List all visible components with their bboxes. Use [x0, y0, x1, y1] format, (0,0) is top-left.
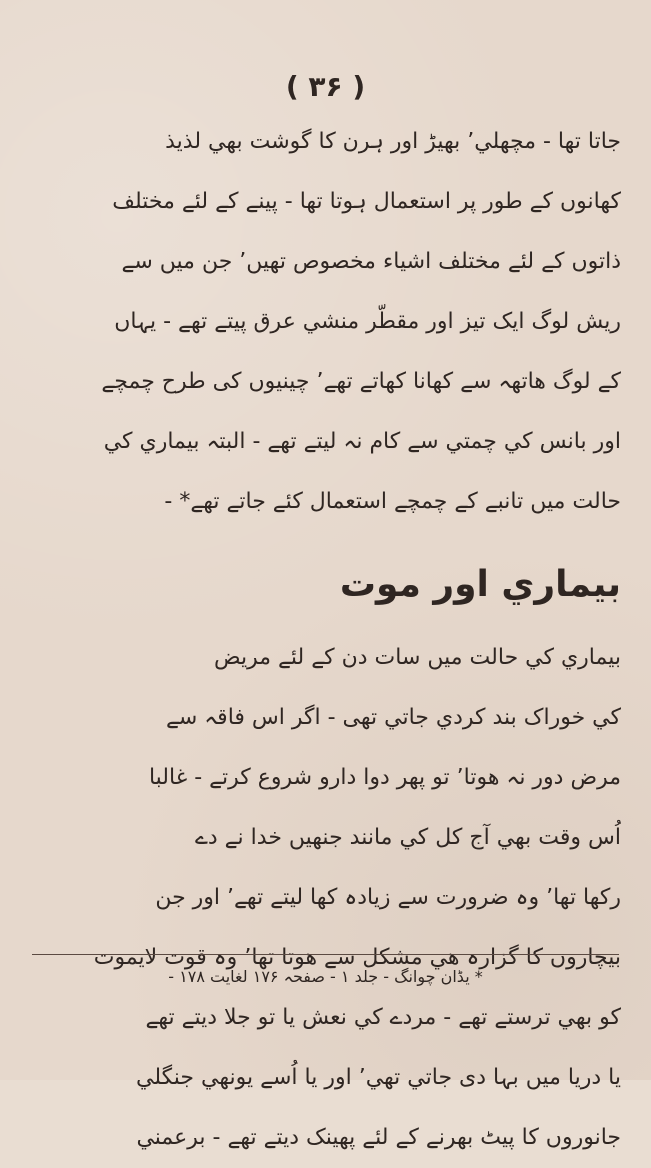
paragraph-2-line: بیماري کي حالت میں سات دن کے لئے مریض	[214, 645, 621, 670]
paragraph-1-line: ریش لوگ ایک تیز اور مقطّر منشي عرق پیتے تھے - یہاں	[114, 309, 621, 334]
paragraph-1-line: کے لوگ ھاتھہ سے کھانا کھاتے تھے٬ چینیوں کی طرح چمچے	[101, 369, 621, 394]
paragraph-1-line: اور بانس کي چمتي سے کام نہ لیتے تھے - البتہ بیماري کي	[103, 429, 621, 454]
paragraph-2-line: بیچاروں کا گزارہ ھي مشکل سے ھوتا تھا٬ وہ قوت لایموت	[93, 945, 621, 970]
page-number: ( ۳۶ )	[285, 70, 366, 103]
main-text	[30, 112, 621, 1168]
paragraph-2-line: جانوروں کا پیٹ بھرنے کے لئے پھینک دیتے تھے - برعمني	[136, 1125, 621, 1150]
paragraph-1-line: ذاتوں کے لئے مختلف اشیاء مخصوص تھیں٬ جن میں سے	[121, 249, 621, 274]
paragraph-2-line: کي خوراک بند کردي جاتي تھی - اگر اس فاقہ سے	[165, 705, 621, 730]
paragraph-1-line: کھانوں کے طور پر استعمال ہوتا تھا - پینے کے لئے مختلف	[112, 189, 621, 214]
paragraph-1-line: حالت میں تانبے کے چمچے استعمال کئے جاتے تھے* -	[164, 489, 621, 514]
paragraph-2-line: مرض دور نہ ھوتا٬ تو پھر دوا دارو شروع کرتے - غالبا	[148, 765, 621, 790]
paragraph-2-line: اُس وقت بھي آج کل کي مانند جنھیں خدا نے دے	[194, 825, 621, 850]
footnote-divider	[32, 954, 619, 955]
paragraph-2-line: کو بھي ترستے تھے - مردے کي نعش یا تو جلا دیتے تھے	[145, 1005, 621, 1030]
paragraph-2-line: رکھا تھا٬ وہ ضرورت سے زیادہ کھا لیتے تھے٬ اور جن	[155, 885, 621, 910]
paragraph-2-line: یا دریا میں بہا دی جاتي تھي٬ اور یا اُسے یونھي جنگلي	[136, 1065, 621, 1090]
section-heading: بیماري اور موت	[339, 564, 621, 605]
paragraph-1-line: جاتا تھا - مچھلي٬ بھیڑ اور ہرن کا گوشت بھي لذیذ	[165, 129, 621, 154]
footnote: * یڈان چوانگ - جلد ۱ - صفحہ ۱۷۶ لغایت ۱۷۸ -	[168, 967, 483, 986]
